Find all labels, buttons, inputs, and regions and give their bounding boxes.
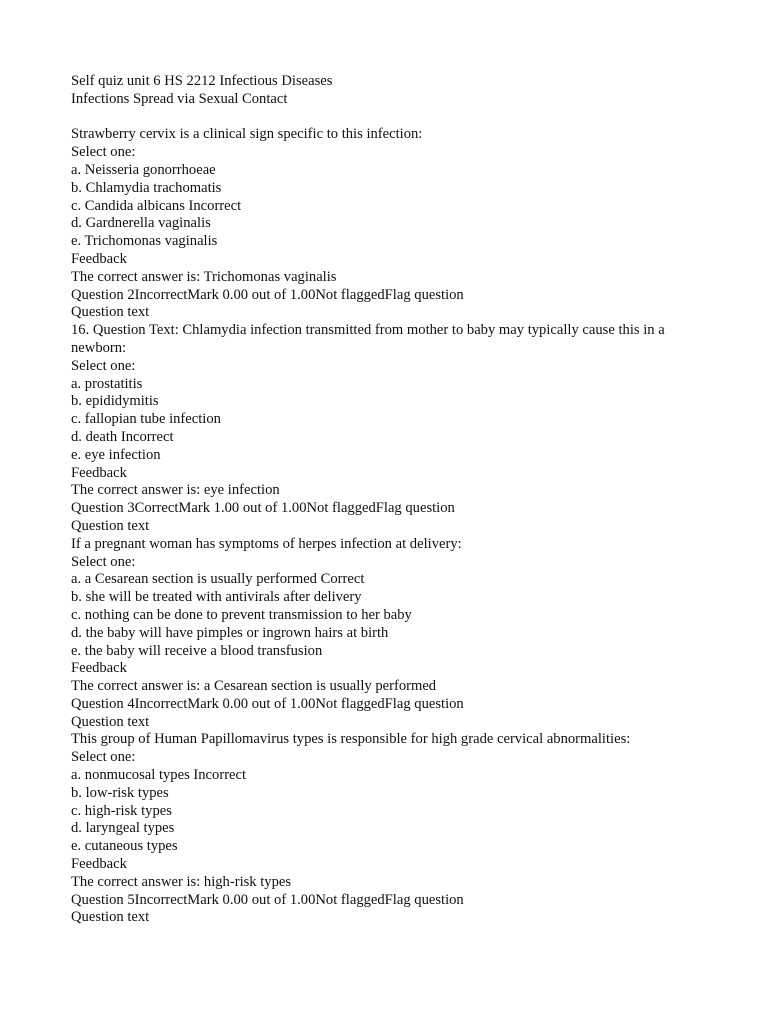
answer-option: b. she will be treated with antivirals after delivery: [71, 589, 362, 606]
correct-answer: The correct answer is: eye infection: [71, 482, 280, 499]
answer-option: b. low-risk types: [71, 784, 169, 801]
answer-option: b. epididymitis: [71, 393, 159, 410]
answer-option: c. nothing can be done to prevent transmission to her baby: [71, 606, 412, 623]
answer-option: c. fallopian tube infection: [71, 411, 221, 428]
question-prompt: 16. Question Text: Chlamydia infection transmitted from mother to baby may typically cause this in a newborn:: [71, 322, 665, 356]
select-one-label: Select one:: [71, 553, 136, 570]
select-one-label: Select one:: [71, 357, 136, 374]
select-one-label: Select one:: [71, 749, 136, 766]
question-text-label: Question text: [71, 304, 150, 321]
question-text-label: Question text: [71, 713, 150, 730]
answer-option: c. Candida albicans Incorrect: [71, 197, 242, 214]
answer-option: a. prostatitis: [71, 375, 143, 392]
document-title: Self quiz unit 6 HS 2212 Infectious Diseases: [71, 73, 333, 89]
feedback-label: Feedback: [71, 660, 127, 677]
answer-option: a. Neisseria gonorrhoeae: [71, 161, 216, 178]
answer-option: c. high-risk types: [71, 802, 172, 819]
question-2: [71, 287, 701, 501]
answer-option: e. Trichomonas vaginalis: [71, 233, 218, 250]
question-prompt: This group of Human Papillomavirus types is responsible for high grade cervical abnormalities:: [71, 731, 631, 748]
select-one-label: Select one:: [71, 144, 136, 161]
blank-line: [71, 109, 701, 127]
answer-option: b. Chlamydia trachomatis: [71, 179, 222, 196]
question-5: [71, 892, 701, 928]
question-header: Question 4IncorrectMark 0.00 out of 1.00Not flaggedFlag question: [71, 695, 464, 712]
answer-option: d. Gardnerella vaginalis: [71, 215, 211, 232]
question-prompt: If a pregnant woman has symptoms of herpes infection at delivery:: [71, 535, 462, 552]
question-header: Question 3CorrectMark 1.00 out of 1.00Not flaggedFlag question: [71, 500, 455, 517]
feedback-label: Feedback: [71, 856, 127, 873]
question-text-label: Question text: [71, 517, 150, 534]
answer-option: d. death Incorrect: [71, 428, 174, 445]
question-1: [71, 126, 701, 286]
question-3: [71, 500, 701, 696]
feedback-label: Feedback: [71, 464, 127, 481]
question-4: [71, 696, 701, 892]
answer-option: a. nonmucosal types Incorrect: [71, 767, 247, 784]
answer-option: e. eye infection: [71, 446, 161, 463]
question-text-label: Question text: [71, 909, 150, 926]
document-subtitle: Infections Spread via Sexual Contact: [71, 90, 288, 107]
answer-option: e. the baby will receive a blood transfusion: [71, 642, 323, 659]
question-header: Question 2IncorrectMark 0.00 out of 1.00Not flaggedFlag question: [71, 286, 464, 303]
answer-option: a. a Cesarean section is usually performed Correct: [71, 571, 365, 588]
answer-option: d. laryngeal types: [71, 820, 175, 837]
document-page: [71, 73, 701, 927]
question-prompt: Strawberry cervix is a clinical sign specific to this infection:: [71, 126, 423, 143]
correct-answer: The correct answer is: Trichomonas vaginalis: [71, 268, 337, 285]
question-header: Question 5IncorrectMark 0.00 out of 1.00Not flaggedFlag question: [71, 891, 464, 908]
answer-option: d. the baby will have pimples or ingrown hairs at birth: [71, 624, 389, 641]
answer-option: e. cutaneous types: [71, 838, 178, 855]
correct-answer: The correct answer is: a Cesarean section is usually performed: [71, 678, 437, 695]
correct-answer: The correct answer is: high-risk types: [71, 873, 292, 890]
feedback-label: Feedback: [71, 250, 127, 267]
